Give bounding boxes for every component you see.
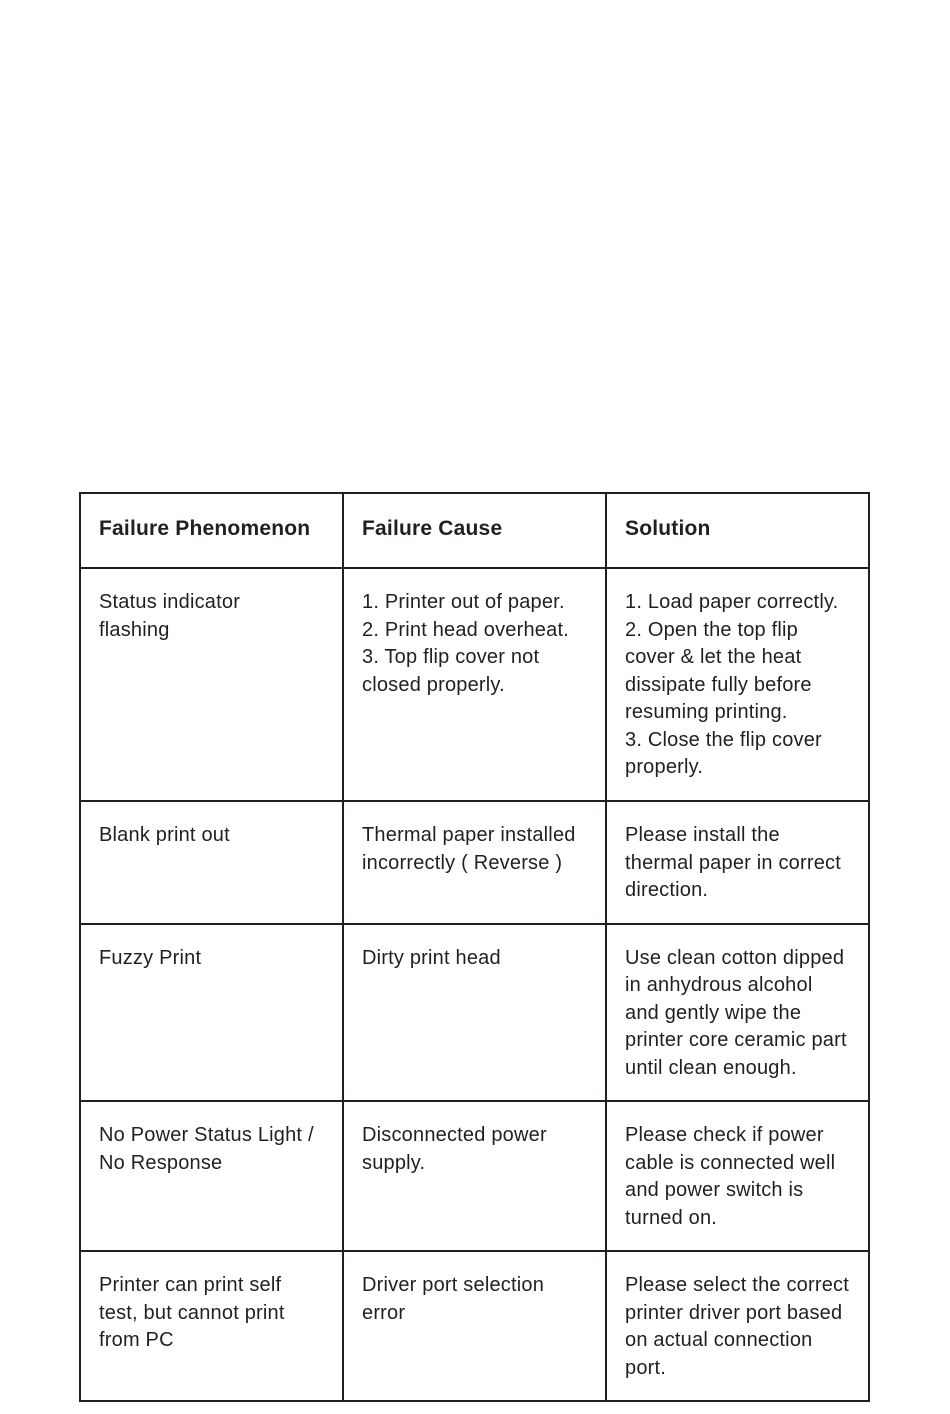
- solution-cell: [606, 1101, 869, 1251]
- solution-cell: [606, 801, 869, 924]
- phenomenon-text: flashing: [99, 618, 170, 641]
- solution-text: 2. Open the top flip cover & let the heat dissipate fully before resuming printing.: [625, 618, 812, 723]
- cause-text: Driver port selection error: [362, 1274, 545, 1324]
- cause-cell: [343, 924, 606, 1102]
- solution-cell: [606, 1251, 869, 1401]
- cause-text: 3. Top flip cover not closed properly.: [362, 646, 540, 696]
- header-failure-cause: Failure Cause: [343, 493, 606, 568]
- phenomenon-text: Status indicator: [99, 591, 241, 613]
- solution-text: Please check if power cable is connected well and power switch is turned on.: [625, 1124, 836, 1229]
- header-solution: Solution: [606, 493, 869, 568]
- phenomenon-text: Blank print out: [99, 824, 230, 846]
- phenomenon-text: Fuzzy Print: [99, 946, 202, 969]
- phenomenon-cell: [80, 568, 343, 801]
- table-header: [80, 493, 869, 568]
- header-failure-phenomenon: Failure Phenomenon: [80, 493, 343, 568]
- phenomenon-cell: [80, 924, 343, 1102]
- phenomenon-text: No Power Status Light /: [99, 1124, 314, 1146]
- solution-cell: [606, 568, 869, 801]
- phenomenon-text: No Response: [99, 1151, 223, 1174]
- cause-text: 2. Print head overheat.: [362, 618, 569, 641]
- table-row: [80, 801, 869, 924]
- solution-text: 1. Load paper correctly.: [625, 591, 839, 613]
- phenomenon-text: Printer can print self test, but cannot print from PC: [99, 1274, 285, 1351]
- solution-text: Please install the thermal paper in correct direction.: [625, 824, 842, 901]
- cause-text: Dirty print head: [362, 946, 501, 969]
- table-body: [80, 568, 869, 1401]
- solution-text: 3. Close the flip cover properly.: [625, 728, 822, 778]
- troubleshooting-table: [79, 492, 870, 1402]
- cause-text: 1. Printer out of paper.: [362, 591, 565, 613]
- cause-cell: [343, 1251, 606, 1401]
- header-row: [80, 493, 869, 568]
- cause-text: Disconnected power supply.: [362, 1124, 547, 1174]
- solution-text: Use clean cotton dipped in anhydrous alcohol and gently wipe the printer core ceramic part until clean enough.: [625, 946, 847, 1079]
- phenomenon-cell: [80, 801, 343, 924]
- cause-text: Thermal paper installed incorrectly ( Reverse ): [362, 824, 576, 874]
- solution-text: Please select the correct printer driver port based on actual connection port.: [625, 1274, 849, 1379]
- table-row: [80, 1251, 869, 1401]
- cause-cell: [343, 568, 606, 801]
- table-row: [80, 1101, 869, 1251]
- table-row: [80, 568, 869, 801]
- cause-cell: [343, 801, 606, 924]
- phenomenon-cell: [80, 1251, 343, 1401]
- phenomenon-cell: [80, 1101, 343, 1251]
- table-row: [80, 924, 869, 1102]
- solution-cell: [606, 924, 869, 1102]
- cause-cell: [343, 1101, 606, 1251]
